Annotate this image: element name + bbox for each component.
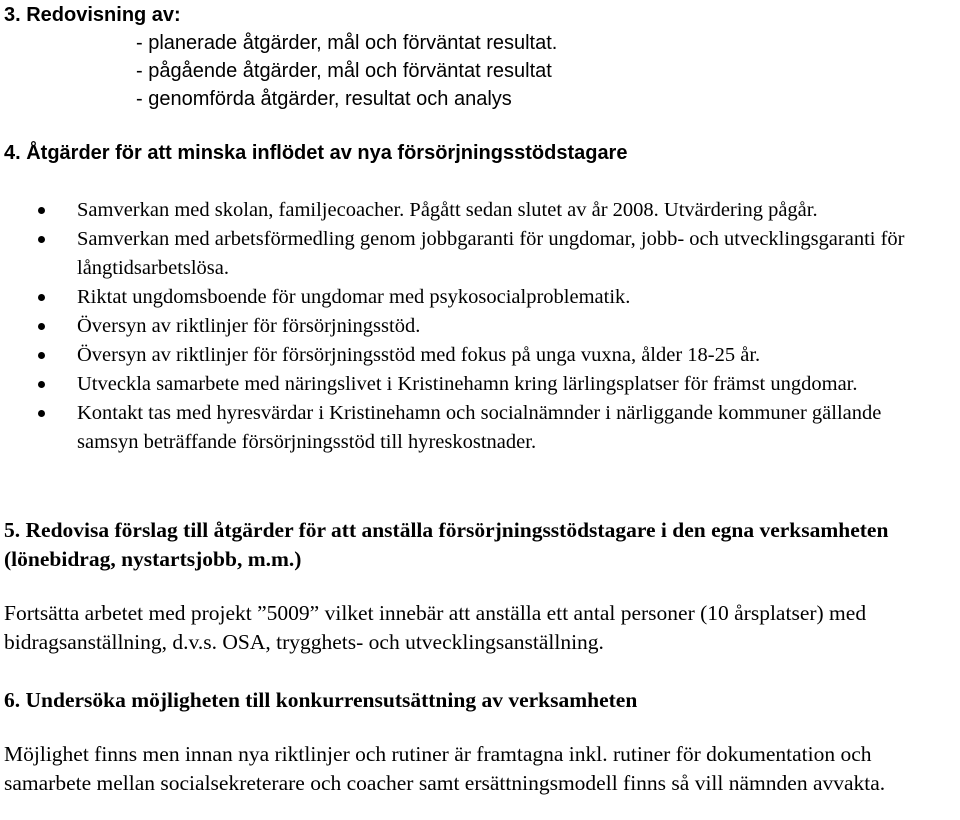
list-item-text: Översyn av riktlinjer för försörjningsstöd. — [77, 315, 421, 337]
list-item-text: Samverkan med arbetsförmedling genom jobbgaranti för ungdomar, jobb- och utvecklingsgaranti för långtidsarbetslösa. — [77, 228, 905, 279]
list-item — [0, 283, 947, 312]
list-item — [0, 225, 947, 283]
bullet-icon — [38, 352, 45, 359]
section-5-paragraph: Fortsätta arbetet med projekt ”5009” vilket innebär att anställa ett antal personer (10 årsplatser) med bidragsanställning, d.v.s. OSA, trygghets- och utvecklingsanställning. — [4, 601, 867, 654]
section-5-heading: 5. Redovisa förslag till åtgärder för att anställa försörjningsstödstagare i den egna verksamheten (lönebidrag, nystartsjobb, m.m.) — [4, 518, 889, 571]
bullet-icon — [38, 381, 45, 388]
section-4-heading: 4. Åtgärder för att minska inflödet av nya försörjningsstödstagare — [4, 142, 628, 164]
section-3-line-1: - planerade åtgärder, mål och förväntat resultat. — [136, 32, 558, 54]
list-item — [0, 341, 947, 370]
section-6-paragraph: Möjlighet finns men innan nya riktlinjer och rutiner är framtagna inkl. rutiner för dokumentation och samarbete mellan socialsekreterare och coacher samt ersättningsmodell finns så vill nämnden avvakta. — [4, 742, 886, 795]
section-4-bullet-list — [0, 196, 960, 457]
section-3-line-3: - genomförda åtgärder, resultat och analys — [136, 88, 512, 110]
bullet-icon — [38, 410, 45, 417]
bullet-icon — [38, 294, 45, 301]
list-item-text: Samverkan med skolan, familjecoacher. Pågått sedan slutet av år 2008. Utvärdering pågår. — [77, 199, 818, 221]
section-3-line-2: - pågående åtgärder, mål och förväntat resultat — [136, 60, 552, 82]
list-item-text: Kontakt tas med hyresvärdar i Kristinehamn och socialnämnder i närliggande kommuner gällande samsyn beträffande försörjningsstöd till hyreskostnader. — [77, 402, 882, 453]
section-3-heading: 3. Redovisning av: — [4, 4, 181, 26]
bullet-icon — [38, 323, 45, 330]
bullet-icon — [38, 207, 45, 214]
list-item-text: Utveckla samarbete med näringslivet i Kristinehamn kring lärlingsplatser för främst ungdomar. — [77, 373, 858, 395]
bullet-icon — [38, 236, 45, 243]
section-6-heading: 6. Undersöka möjligheten till konkurrensutsättning av verksamheten — [4, 688, 638, 712]
list-item-text: Riktat ungdomsboende för ungdomar med psykosocialproblematik. — [77, 286, 631, 308]
list-item-text: Översyn av riktlinjer för försörjningsstöd med fokus på unga vuxna, ålder 18-25 år. — [77, 344, 761, 366]
list-item — [0, 312, 947, 341]
list-item — [0, 370, 947, 399]
list-item — [0, 196, 947, 225]
list-item — [0, 399, 947, 457]
